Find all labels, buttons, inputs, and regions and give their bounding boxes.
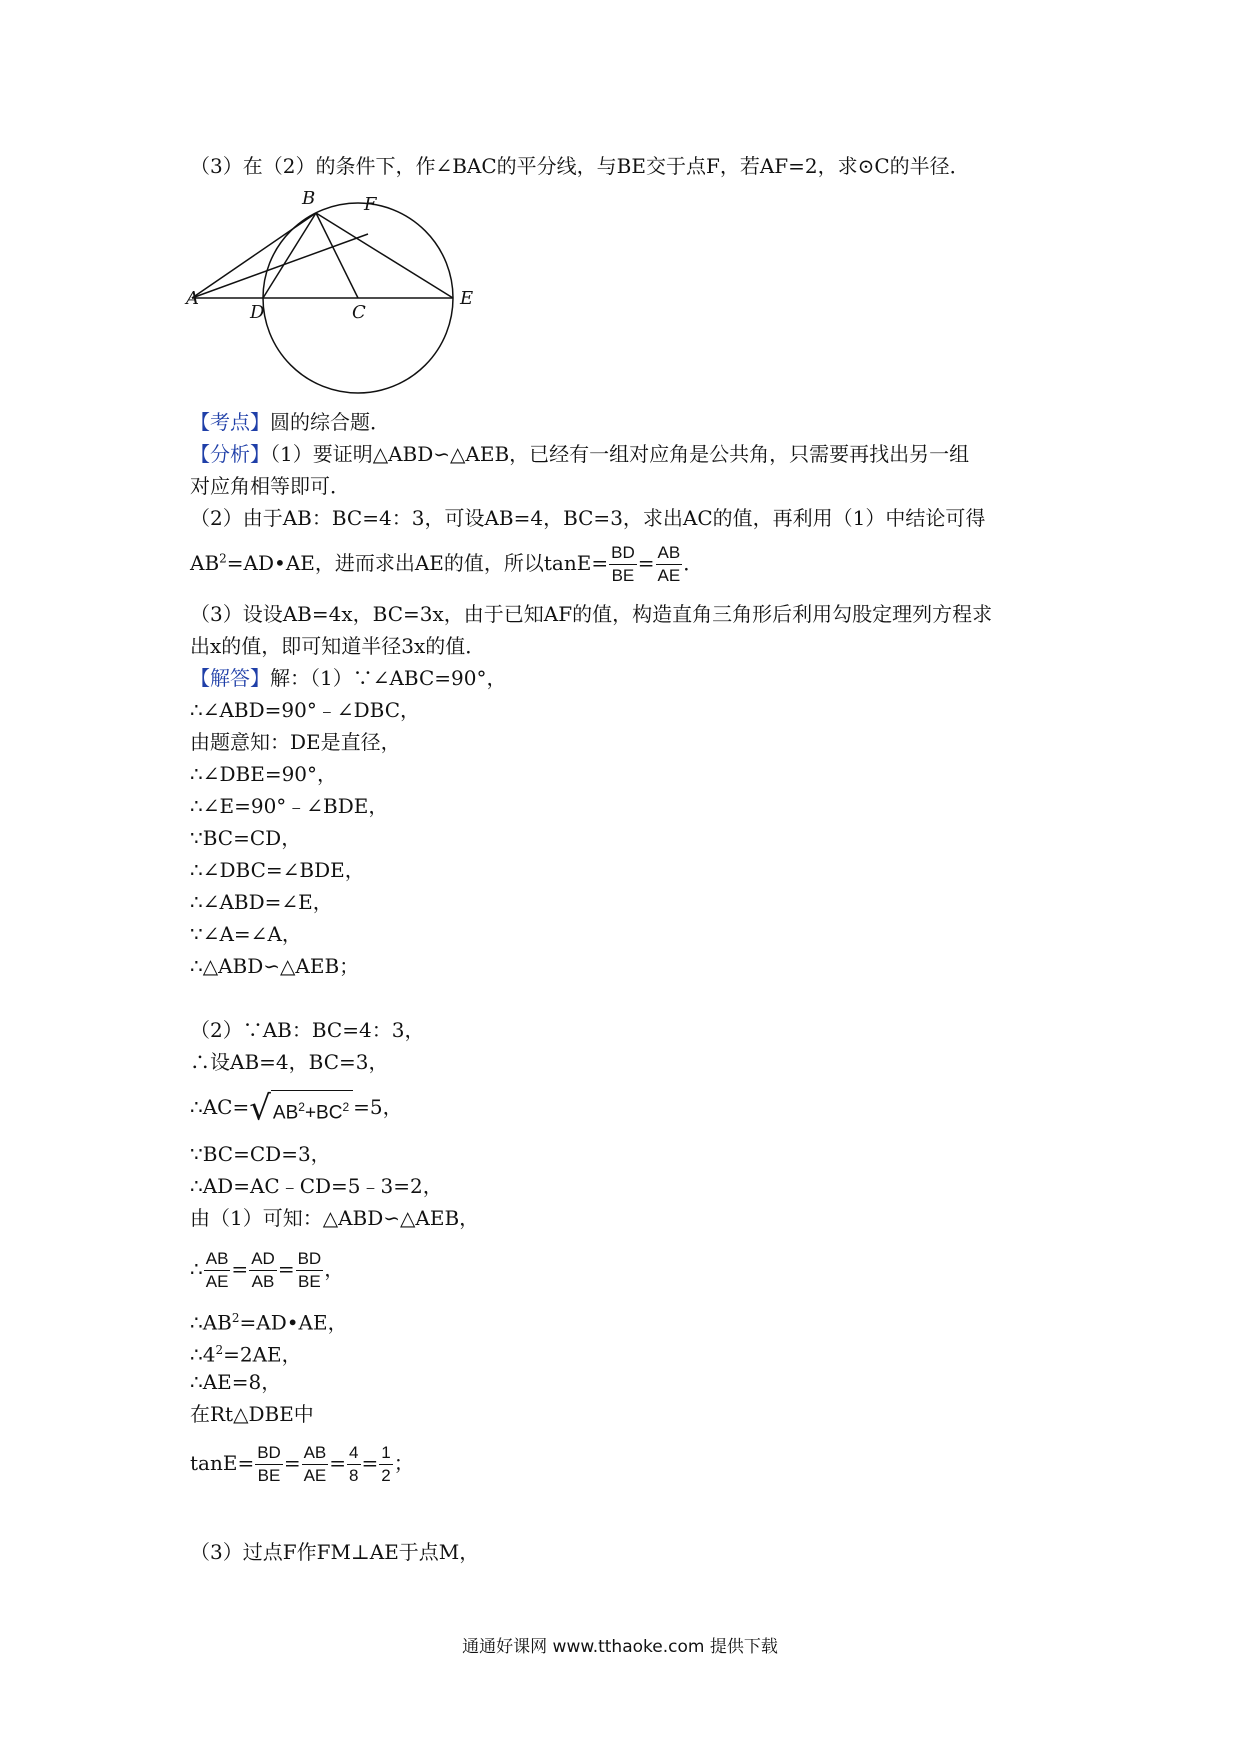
part3-line-1: （3）过点F作FM⊥AE于点M， <box>190 1540 480 1564</box>
fraction <box>379 1442 392 1487</box>
fenxi-line-2: 对应角相等即可． <box>190 474 350 498</box>
fraction-num: AB <box>656 542 683 565</box>
fenxi-line-3: （2）由于AB：BC=4：3，可设AB=4，BC=3，求出AC的值，再利用（1）中结论可得 <box>190 506 986 530</box>
geometry-figure <box>188 190 498 405</box>
jieda-line-7: ∴∠DBC=∠BDE， <box>190 858 365 882</box>
page-footer: 通通好课网 www.tthaoke.com 提供下载 <box>462 1637 778 1657</box>
jieda-line-5: ∴∠E=90°﹣∠BDE， <box>190 794 389 818</box>
solution-text: ∴4 <box>190 1342 216 1367</box>
part2-line-10: ∴AE=8， <box>190 1370 282 1394</box>
fraction <box>255 1442 283 1487</box>
fraction-num: 1 <box>379 1442 392 1465</box>
jieda-line-10: ∴△ABD∽△AEB； <box>190 954 360 978</box>
fenxi-line-1 <box>190 440 969 468</box>
solution-text: ； <box>393 1451 414 1475</box>
solution-text: =AD•AE， <box>239 1310 348 1335</box>
part2-line-5: ∴AD=AC﹣CD=5﹣3=2， <box>190 1174 443 1198</box>
fraction <box>609 542 637 587</box>
equals: = <box>277 1257 295 1281</box>
sup: 2 <box>215 1343 224 1357</box>
sqrt-expression <box>249 1090 353 1127</box>
sup: 2 <box>231 1311 240 1325</box>
fraction-den: AE <box>205 1272 229 1291</box>
part2-line-3 <box>190 1090 403 1127</box>
fraction <box>249 1248 277 1293</box>
fenxi-text: ． <box>683 551 704 575</box>
part2-line-8 <box>190 1304 348 1337</box>
fraction <box>296 1248 324 1293</box>
jieda-line-6: ∵BC=CD， <box>190 826 302 850</box>
label-a: A <box>186 288 199 309</box>
jieda-line-2: ∴∠ABD=90°﹣∠DBC， <box>190 698 421 722</box>
fenxi-text: =AD•AE，进而求出AE的值，所以tanE= <box>226 551 609 575</box>
label-b: B <box>302 188 316 209</box>
solution-text: ∴AB <box>190 1310 232 1335</box>
radicand <box>271 1090 353 1127</box>
kaodian-tag: 【考点】 <box>190 410 270 434</box>
part2-line-12 <box>190 1442 414 1487</box>
part2-line-6: 由（1）可知：△ABD∽△AEB， <box>190 1206 480 1230</box>
fenxi-line-6: 出x的值，即可知道半径3x的值． <box>190 634 486 658</box>
solution-text: tanE= <box>190 1451 255 1475</box>
equals: = <box>361 1451 379 1475</box>
jieda-line-3: 由题意知：DE是直径， <box>190 730 401 754</box>
jieda-tag: 【解答】 <box>190 666 270 690</box>
fenxi-text-1: （1）要证明△ABD∽△AEB，已经有一组对应角是公共角，只需要再找出另一组 <box>270 442 970 466</box>
fraction <box>204 1248 231 1293</box>
kaodian-line <box>190 408 390 436</box>
equals: = <box>329 1451 347 1475</box>
solution-text: =5， <box>353 1095 403 1120</box>
label-c: C <box>352 302 366 323</box>
fenxi-tag: 【分析】 <box>190 442 270 466</box>
sqrt-sign: √ <box>249 1088 271 1129</box>
jieda-line-4: ∴∠DBE=90°， <box>190 762 338 786</box>
solution-text: ， <box>324 1257 345 1281</box>
equals: = <box>637 551 655 575</box>
part2-line-1: （2）∵AB：BC=4：3， <box>190 1018 425 1042</box>
fraction-den: 8 <box>349 1466 359 1485</box>
fenxi-sup: 2 <box>219 551 227 566</box>
radicand-sup: 2 <box>298 1100 305 1114</box>
part2-line-7 <box>190 1248 344 1293</box>
jieda-text-1: 解：（1）∵∠ABC=90°， <box>270 666 507 690</box>
fraction-num: AB <box>302 1442 329 1465</box>
solution-text: =2AE， <box>223 1342 302 1367</box>
label-e: E <box>460 288 474 309</box>
fenxi-line-5: （3）设设AB=4x，BC=3x，由于已知AF的值，构造直角三角形后利用勾股定理列方程求 <box>190 602 993 626</box>
fenxi-line-4 <box>190 542 703 587</box>
line-ab <box>192 213 316 298</box>
part2-line-9 <box>190 1336 302 1369</box>
fraction <box>302 1442 329 1487</box>
question-3: （3）在（2）的条件下，作∠BAC的平分线，与BE交于点F，若AF=2，求⊙C的半径． <box>190 154 970 178</box>
fraction-num: BD <box>255 1442 283 1465</box>
fraction-den: AB <box>251 1272 275 1291</box>
fraction-num: BD <box>609 542 637 565</box>
fraction <box>347 1442 360 1487</box>
label-f: F <box>364 194 377 215</box>
radicand-text: +BC <box>304 1102 343 1124</box>
jieda-line-8: ∴∠ABD=∠E， <box>190 890 333 914</box>
fenxi-text: AB <box>190 551 220 575</box>
solution-text: ∴AC= <box>190 1095 250 1120</box>
solution-text: ∴ <box>190 1257 203 1281</box>
kaodian-text: 圆的综合题． <box>270 410 390 434</box>
part2-line-2: ∴设AB=4，BC=3， <box>190 1050 389 1074</box>
fraction-den: AE <box>303 1466 327 1485</box>
fraction-den: BE <box>611 566 635 585</box>
equals: = <box>283 1451 301 1475</box>
fraction-den: BE <box>298 1272 321 1291</box>
equals: = <box>231 1257 249 1281</box>
fraction-den: 2 <box>381 1466 391 1485</box>
part2-line-11: 在Rt△DBE中 <box>190 1402 314 1426</box>
radicand-text: AB <box>272 1102 299 1124</box>
fraction-num: BD <box>296 1248 324 1271</box>
label-d: D <box>250 302 265 323</box>
radicand-sup: 2 <box>342 1100 350 1114</box>
fraction-num: AD <box>249 1248 277 1271</box>
fraction-den: BE <box>257 1466 281 1485</box>
fraction-num: 4 <box>347 1442 360 1465</box>
part2-line-4: ∵BC=CD=3， <box>190 1142 331 1166</box>
fraction-num: AB <box>204 1248 231 1271</box>
jieda-line-1 <box>190 664 507 692</box>
jieda-line-9: ∵∠A=∠A， <box>190 922 302 946</box>
fraction <box>656 542 683 587</box>
fraction-den: AE <box>657 566 681 585</box>
